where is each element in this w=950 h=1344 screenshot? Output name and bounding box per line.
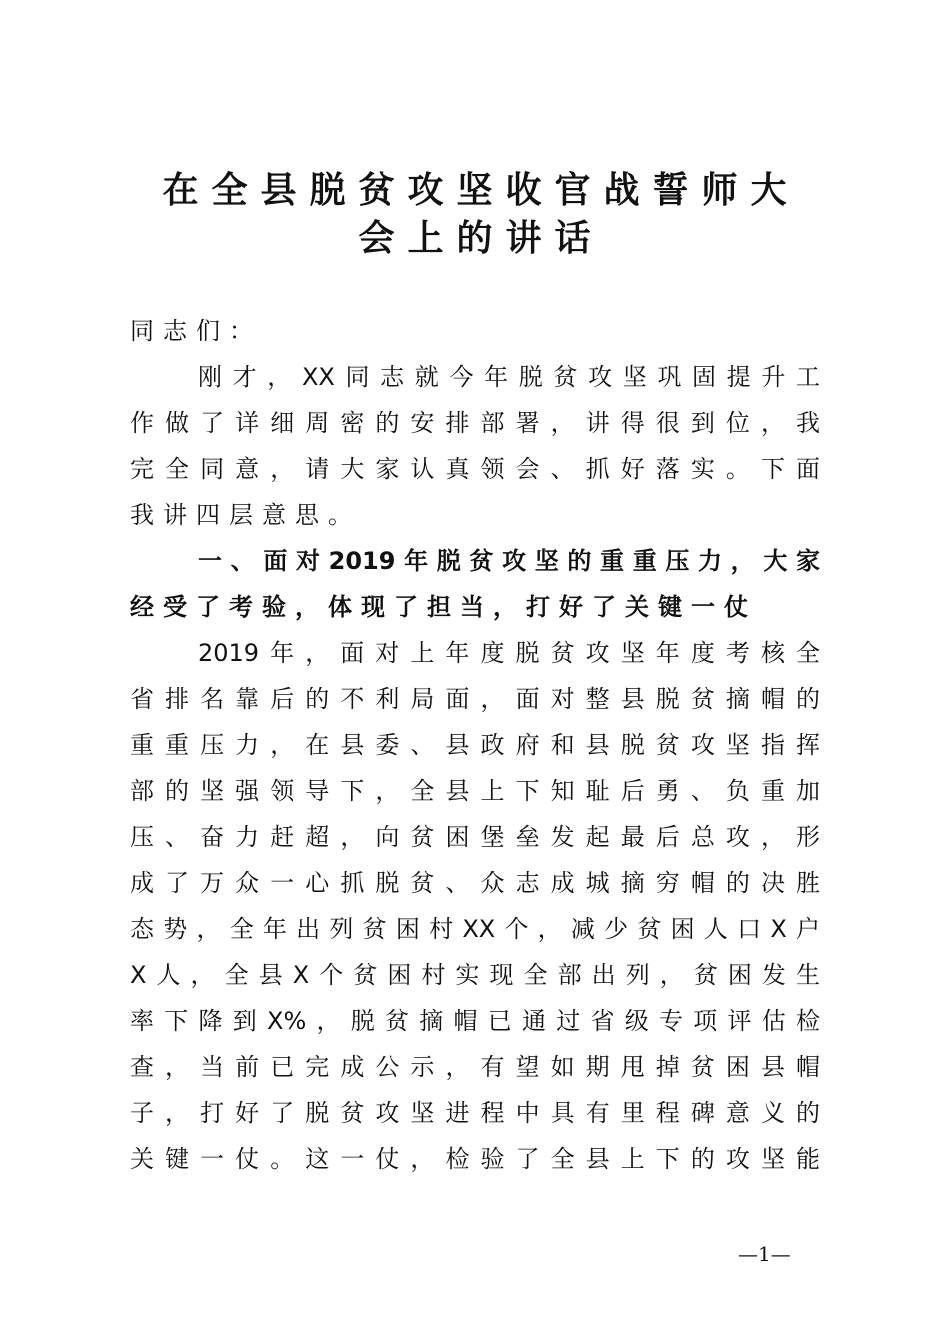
paragraph-2-line: 关键一仗。这一仗，检验了全县上下的攻坚能 — [130, 1145, 820, 1173]
paragraph-2-line: 查，当前已完成公示，有望如期甩掉贫困县帽 — [130, 1053, 820, 1081]
paragraph-1-line: 刚才，XX同志就今年脱贫攻坚巩固提升工 — [198, 363, 820, 391]
paragraph-2-line: 子，打好了脱贫攻坚进程中具有里程碑意义的 — [130, 1099, 820, 1127]
paragraph-2-line: 成了万众一心抓脱贫、众志成城摘穷帽的决胜 — [130, 869, 820, 897]
document-title-line-1: 在全县脱贫攻坚收官战誓师大 — [162, 169, 800, 211]
section-heading-1-line: 一、面对2019年脱贫攻坚的重重压力，大家 — [198, 547, 820, 575]
paragraph-2-line: 重重压力，在县委、县政府和县脱贫攻坚指挥 — [130, 731, 820, 759]
page-number: —1— — [738, 1242, 791, 1266]
paragraph-2-line: 2019年，面对上年度脱贫攻坚年度考核全 — [198, 639, 820, 667]
paragraph-2-line: 部的坚强领导下，全县上下知耻后勇、负重加 — [130, 777, 820, 805]
salutation: 同志们： — [130, 317, 262, 345]
paragraph-1-line: 作做了详细周密的安排部署，讲得很到位，我 — [130, 409, 820, 437]
paragraph-2-line: X人，全县X个贫困村实现全部出列，贫困发生 — [130, 961, 820, 989]
paragraph-1-line: 完全同意，请大家认真领会、抓好落实。下面 — [130, 455, 820, 483]
paragraph-2-line: 省排名靠后的不利局面，面对整县脱贫摘帽的 — [130, 685, 820, 713]
paragraph-2-line: 率下降到X%，脱贫摘帽已通过省级专项评估检 — [130, 1007, 820, 1035]
paragraph-1-line: 我讲四层意思。 — [130, 501, 361, 529]
paragraph-2-line: 压、奋力赶超，向贫困堡垒发起最后总攻，形 — [130, 823, 820, 851]
document-title-line-2: 会上的讲话 — [358, 217, 604, 259]
paragraph-2-line: 态势，全年出列贫困村XX个，减少贫困人口X户 — [130, 915, 820, 943]
section-heading-1-line: 经受了考验，体现了担当，打好了关键一仗 — [130, 593, 757, 621]
